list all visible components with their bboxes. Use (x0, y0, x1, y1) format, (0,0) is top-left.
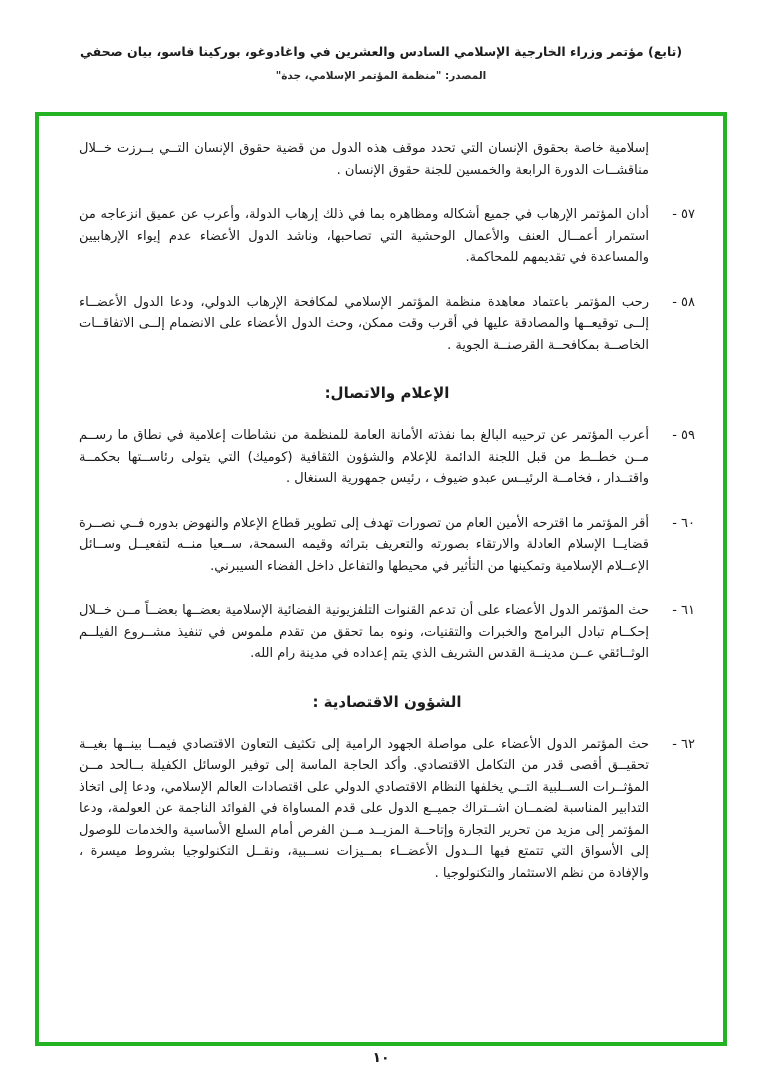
page-number: ١٠ (372, 1050, 390, 1066)
item-text-58: رحب المؤتمر باعتماد معاهدة منظمة المؤتمر الإسلامي لمكافحة الإرهاب الدولي، ودعا الدول الأعضــاء إلــى توقيعــها والمصادقة عليها في أقرب وقت ممكن، وحث الدول الأعضاء على الانضمام إلــى الاتفاقــات الخاصــة بمكافحــة القرصنــة الجوية . (79, 294, 649, 353)
section-heading-economic: الشؤون الاقتصادية : (312, 692, 462, 711)
section-heading-media: الإعلام والاتصال: (324, 384, 450, 402)
header-source-line: المصدر: "منظمة المؤتمر الإسلامي، جدة" (275, 70, 487, 82)
item-number-57: ٥٧ - (672, 207, 695, 222)
item-text-61: حث المؤتمر الدول الأعضاء على أن تدعم القنوات التلفزيونية الفضائية الإسلامية بعضــها بعضــاً مــن خــلال إحكــام تبادل البرامج والخبرات والتقنيات، ونوه بما تحقق من تقدم ملموس في تنفيذ مشــروع الفيلــم الوثــائقي عــن مدينــة القدس الشريف الذي يتم إعداده في مدينة رام الله. (79, 603, 649, 661)
item-number-60: ٦٠ - (672, 515, 695, 531)
item-text-62: حث المؤتمر الدول الأعضاء على مواصلة الجهود الرامية إلى تكثيف التعاون الاقتصادي فيمــا بينــها بغيــة تحقيــق أقصى قدر من التكامل الاقتصادي. وأكد الحاجة الماسة إلى توفير الوسائل الكفيلة بــالحد مــن المؤثــرات الســلبية التــي يخلفها النظام الاقتصادي الدولي على اقتصادات العالم الإسلامي، ودعا إلى اتخاذ التدابير المناسبة لضمــان اشــتراك جميــع الدول على قدم المساواة في الفوائد الناجمة عن العولمة، ودعا المؤتمر إلى مزيد من تحرير التجارة وإتاحــة المزيــد مــن الفرص أمام السلع الأساسية والخدمات للوصول إلى الأسواق التي تتمتع فيها الــدول الأعضــاء بمــيزات نســبية، ونقــل التكنولوجيا بشروط ميسرة ، والإفادة من نظم الاستثمار والتكنولوجيا . (79, 736, 649, 881)
intro-paragraph: إسلامية خاصة بحقوق الإنسان التي تحدد موقف هذه الدول من قضية حقوق الإنسان التــي بــرزت خــلال مناقشــات الدورة الرابعة والخمسين للجنة حقوق الإنسان . (79, 141, 649, 178)
item-number-58: ٥٨ - (672, 294, 695, 310)
item-text-60: أقر المؤتمر ما اقترحه الأمين العام من تصورات تهدف إلى تطوير قطاع الإعلام والنهوض بدوره فــي نصــرة قضايــا الإسلام العادلة والارتقاء بصورته والتعريف بتراثه وقيمه السمحة، ســعيا منــه لتفعيــل وســائل الإعــلام الإسلامية وتمكينها من التأثير في محيطها والتفاعل داخل الفضاء السيبرني. (79, 515, 649, 574)
item-number-61: ٦١ - (672, 603, 695, 618)
item-number-59: ٥٩ - (672, 428, 695, 443)
numbered-item-60 (79, 513, 695, 578)
numbered-item-61 (79, 600, 695, 665)
item-number-62: ٦٢ - (672, 736, 695, 752)
item-text-57: أدان المؤتمر الإرهاب في جميع أشكاله ومظاهره بما في ذلك إرهاب الدولة، وأعرب عن عميق انزعاجه من استمرار أعمــال العنف والأعمال الوحشية التي تصاحبها، وناشد الدول الأعضاء عدم إيواء الإرهابيين والمساعدة في تقديمهم للمحاكمة. (79, 207, 649, 265)
item-text-59: أعرب المؤتمر عن ترحيبه البالغ بما نفذته الأمانة العامة للمنظمة من نشاطات إعلامية في نطاق ما رســم مــن خطــط من قبل اللجنة الدائمة للإعلام والشؤون الثقافية (كوميك) التي يتولى رئاســتها بحكمــة واقتــدار ، فخامــة الرئيــس عبدو ضيوف ، رئيس جمهورية السنغال . (79, 428, 649, 486)
header-title: (تابع) مؤتمر وزراء الخارجية الإسلامي السادس والعشرين في واغادوغو، بوركينا فاسو، بيان صحفي (79, 44, 683, 59)
numbered-item-59 (79, 425, 695, 490)
numbered-item-58 (79, 292, 695, 357)
page-header (0, 44, 762, 82)
numbered-item-62 (79, 734, 695, 885)
numbered-item-57 (79, 204, 695, 269)
content-border-box (35, 112, 727, 1046)
